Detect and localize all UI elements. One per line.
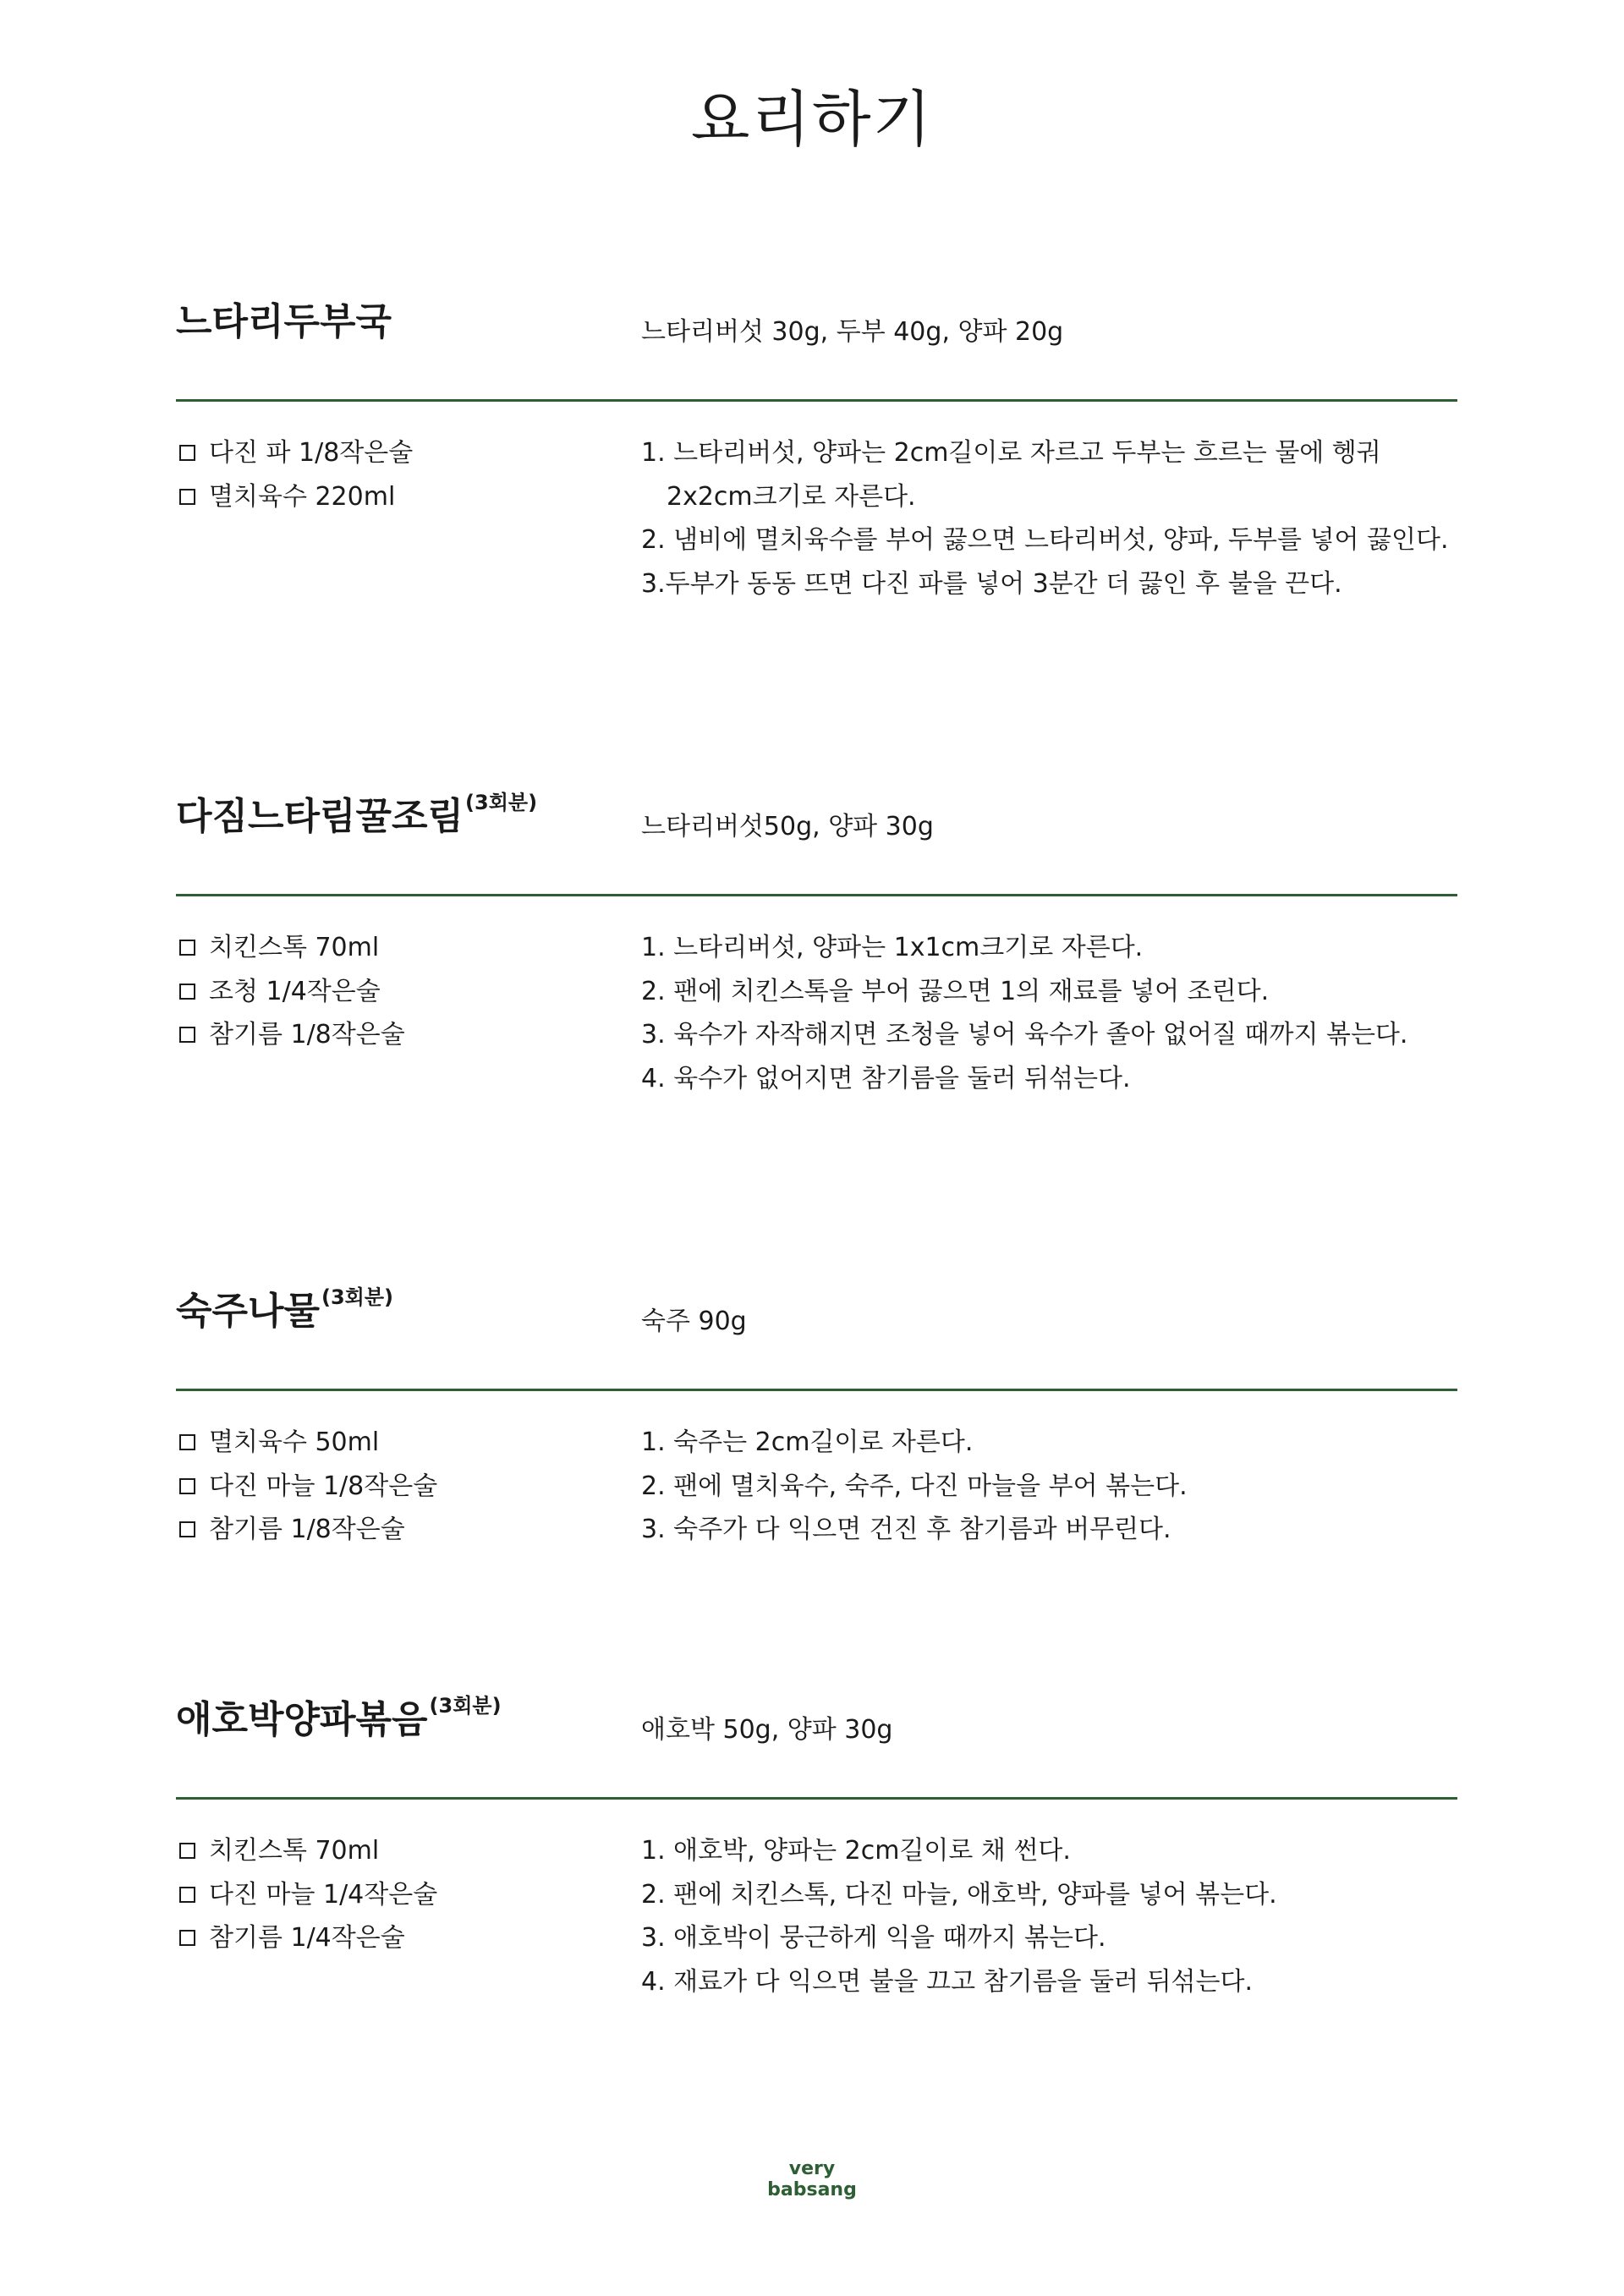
checkbox-icon[interactable] (179, 940, 195, 956)
seasoning-label: 다진 파 1/8작은술 (209, 438, 414, 468)
recipe-divider (176, 399, 1457, 402)
seasoning-item (176, 1829, 616, 1873)
serving-count: (3회분) (321, 1285, 394, 1309)
seasoning-list (176, 431, 616, 518)
seasoning-item (176, 1013, 616, 1057)
recipe-section (176, 296, 1457, 599)
brand-logo (0, 2158, 1624, 2200)
seasoning-label: 다진 마늘 1/4작은술 (209, 1879, 438, 1910)
step-list (641, 1829, 1457, 2003)
step-item: 2. 냄비에 멸치육수를 부어 끓으면 느타리버섯, 양파, 두부를 넣어 끓인다. (641, 525, 1449, 555)
recipe-divider (176, 1389, 1457, 1391)
seasoning-label: 참기름 1/8작은술 (209, 1020, 405, 1049)
step-item: 1. 애호박, 양파는 2cm길이로 채 썬다. (641, 1836, 1071, 1866)
checkbox-icon[interactable] (179, 984, 195, 1000)
step-item: 1. 느타리버섯, 양파는 2cm길이로 자르고 두부는 흐르는 물에 헹궈 (641, 438, 1381, 468)
seasoning-item (176, 1421, 616, 1465)
recipe-section (176, 791, 1457, 1093)
seasoning-label: 멸치육수 50ml (209, 1427, 380, 1457)
step-list (641, 926, 1457, 1100)
seasoning-item (176, 1873, 616, 1917)
recipe-section (176, 1694, 1457, 1997)
recipe-title (176, 791, 537, 843)
checkbox-icon[interactable] (179, 1434, 195, 1450)
seasoning-item (176, 475, 616, 519)
step-item: 4. 재료가 다 익으면 불을 끄고 참기름을 둘러 뒤섞는다. (641, 1966, 1254, 1997)
seasoning-list (176, 926, 616, 1057)
step-list (641, 431, 1457, 606)
brand-logo-line2: babsang (767, 2179, 857, 2200)
step-item: 1. 느타리버섯, 양파는 1x1cm크기로 자른다. (641, 933, 1144, 962)
recipe-main-ingredients: 느타리버섯50g, 양파 30g (641, 812, 934, 841)
seasoning-item (176, 431, 616, 475)
step-list (641, 1421, 1457, 1552)
step-item: 3. 숙주가 다 익으면 건진 후 참기름과 버무린다. (641, 1515, 1171, 1544)
step-item: 3.두부가 동동 뜨면 다진 파를 넣어 3분간 더 끓인 후 불을 끈다. (641, 568, 1342, 599)
checkbox-icon[interactable] (179, 1843, 195, 1859)
seasoning-label: 참기름 1/4작은술 (209, 1923, 405, 1953)
seasoning-label: 멸치육수 220ml (209, 481, 396, 512)
recipe-header (176, 296, 1457, 397)
recipe-title (176, 1285, 393, 1338)
recipe-main-ingredients: 숙주 90g (641, 1307, 747, 1336)
step-item: 3. 애호박이 뭉근하게 익을 때까지 볶는다. (641, 1923, 1106, 1953)
checkbox-icon[interactable] (179, 1887, 195, 1903)
seasoning-item (176, 1508, 616, 1552)
seasoning-item (176, 1465, 616, 1509)
recipe-divider (176, 894, 1457, 896)
serving-count: (3회분) (429, 1694, 502, 1718)
checkbox-icon[interactable] (179, 1478, 195, 1494)
checkbox-icon[interactable] (179, 1027, 195, 1043)
seasoning-list (176, 1829, 616, 1960)
seasoning-list (176, 1421, 616, 1552)
step-item: 2. 팬에 치킨스톡을 부어 끓으면 1의 재료를 넣어 조린다. (641, 976, 1270, 1006)
seasoning-label: 치킨스톡 70ml (209, 933, 380, 962)
step-item: 3. 육수가 자작해지면 조청을 넣어 육수가 졸아 없어질 때까지 볶는다. (641, 1020, 1408, 1049)
seasoning-item (176, 1916, 616, 1960)
checkbox-icon[interactable] (179, 1930, 195, 1946)
step-item: 2. 팬에 멸치육수, 숙주, 다진 마늘을 부어 볶는다. (641, 1471, 1188, 1501)
recipe-title-text: 숙주나물 (176, 1290, 321, 1333)
recipe-divider (176, 1797, 1457, 1800)
checkbox-icon[interactable] (179, 445, 195, 461)
recipe-title (176, 296, 392, 348)
seasoning-label: 치킨스톡 70ml (209, 1836, 380, 1866)
checkbox-icon[interactable] (179, 1521, 195, 1537)
recipe-title-text: 애호박양파볶음 (176, 1698, 428, 1741)
seasoning-label: 참기름 1/8작은술 (209, 1515, 405, 1544)
recipe-title (176, 1694, 502, 1746)
checkbox-icon[interactable] (179, 489, 195, 505)
seasoning-item (176, 926, 616, 970)
recipe-main-ingredients: 느타리버섯 30g, 두부 40g, 양파 20g (641, 317, 1064, 347)
seasoning-label: 다진 마늘 1/8작은술 (209, 1471, 438, 1501)
serving-count: (3회분) (465, 791, 538, 814)
step-item: 4. 육수가 없어지면 참기름을 둘러 뒤섞는다. (641, 1063, 1131, 1093)
recipe-section (176, 1285, 1457, 1544)
recipe-title-text: 느타리두부국 (176, 300, 392, 343)
recipe-header (176, 1694, 1457, 1795)
page-title: 요리하기 (690, 84, 934, 155)
step-item-continuation: 2x2cm크기로 자른다. (667, 481, 916, 512)
seasoning-item (176, 970, 616, 1014)
recipe-title-text: 다짐느타림꿀조림 (176, 795, 464, 838)
recipe-main-ingredients: 애호박 50g, 양파 30g (641, 1715, 893, 1745)
step-item: 1. 숙주는 2cm길이로 자른다. (641, 1427, 974, 1457)
seasoning-label: 조청 1/4작은술 (209, 976, 381, 1006)
brand-logo-line1: very (788, 2158, 836, 2179)
recipe-header (176, 791, 1457, 892)
step-item: 2. 팬에 치킨스톡, 다진 마늘, 애호박, 양파를 넣어 볶는다. (641, 1879, 1277, 1910)
recipe-header (176, 1285, 1457, 1387)
